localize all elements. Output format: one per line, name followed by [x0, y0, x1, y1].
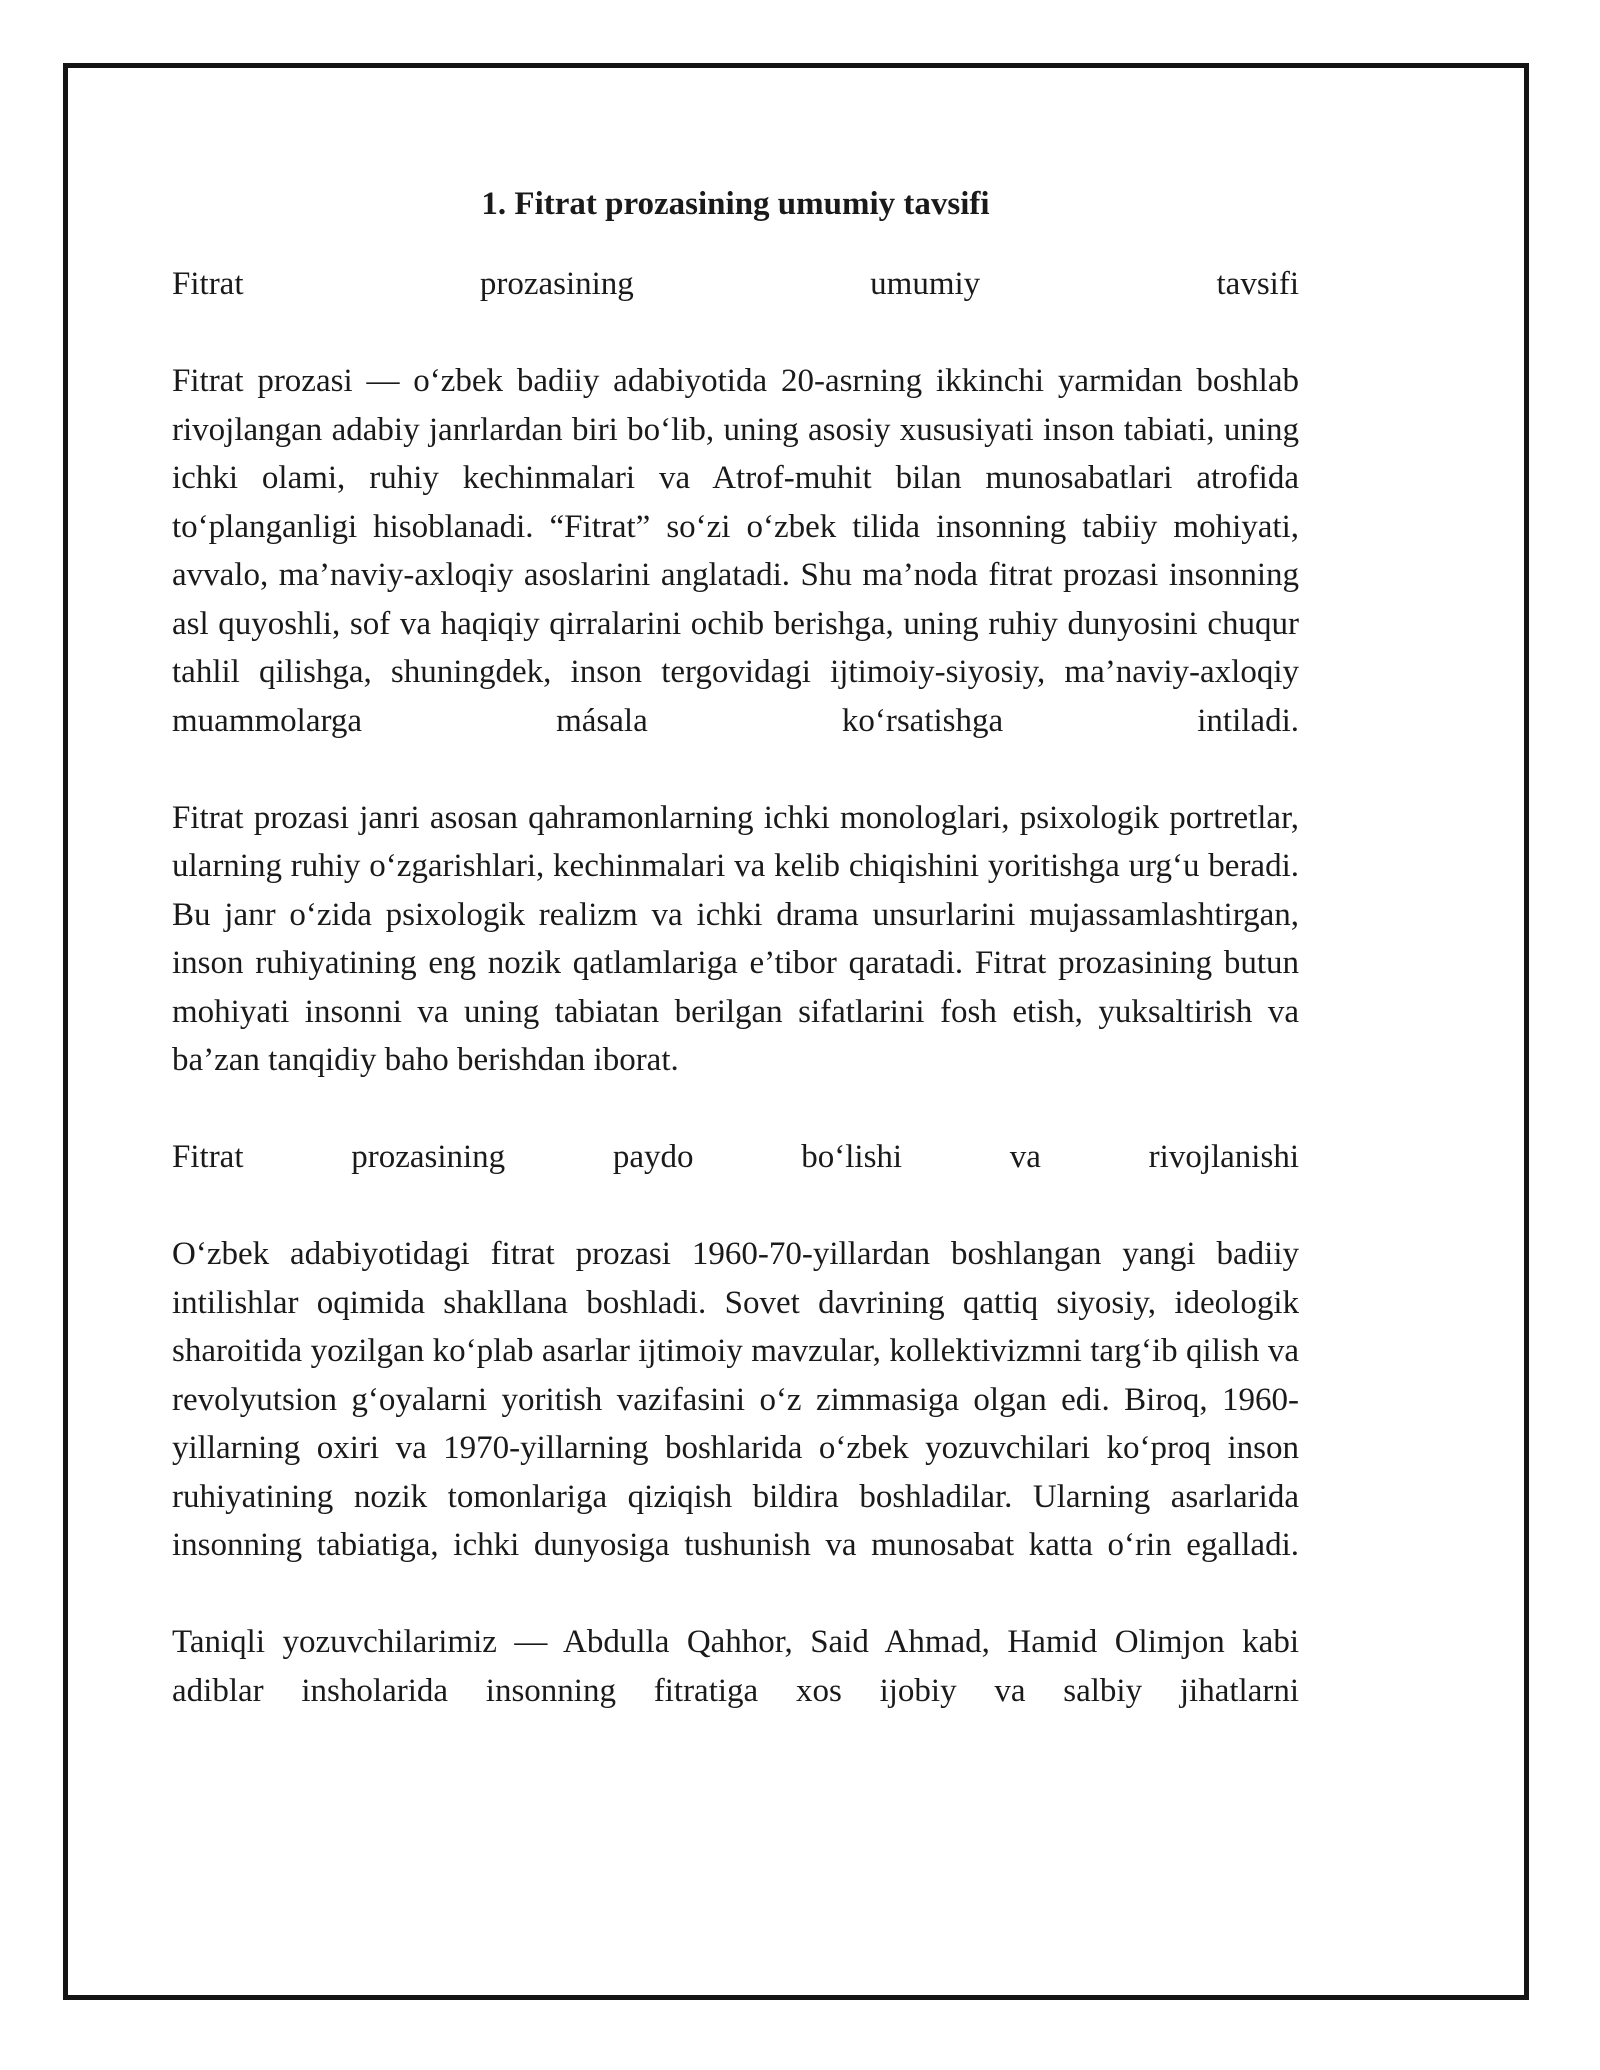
subheading-general-description: Fitrat prozasining umumiy tavsifi — [172, 266, 1299, 302]
subheading-origin-development: Fitrat prozasining paydo bo‘lishi va rivojlanishi — [172, 1139, 1299, 1175]
paragraph-4: Taniqli yozuvchilarimiz — Abdulla Qahhor, Said Ahmad, Hamid Olimjon kabi adiblar insholarida insonning fitratiga xos ijobiy va salbiy jihatlarni — [172, 1624, 1299, 1709]
paragraph-1: Fitrat prozasi — o‘zbek badiiy adabiyotida 20-asrning ikkinchi yarmidan boshlab rivojlangan adabiy janrlardan biri bo‘lib, uning asosiy xususiyati inson tabiati, uning ichki olami, ruhiy kechinmalari va Atrof-muhit bilan munosabatlari atrofida to‘planganligi hisoblanadi. “Fitrat” so‘zi o‘zbek tilida insonning tabiiy mohiyati, avvalo, ma’naviy-axloqiy asoslarini anglatadi. Shu ma’noda fitrat prozasi insonning asl quyoshli, sof va haqiqiy qirralarini ochib berishga, uning ruhiy dunyosini chuqur tahlil qilishga, shuningdek, inson tergovidagi ijtimoiy-siyosiy, ma’naviy-axloqiy muammolarga másala ko‘rsatishga intiladi. — [172, 363, 1299, 739]
document-body — [172, 180, 1299, 1715]
paragraph-3: O‘zbek adabiyotidagi fitrat prozasi 1960-70-yillardan boshlangan yangi badiiy intilishlar oqimida shakllana boshladi. Sovet davrining qattiq siyosiy, ideologik sharoitida yozilgan ko‘plab asarlar ijtimoiy mavzular, kollektivizmni targ‘ib qilish va revolyutsion g‘oyalarni yoritish vazifasini o‘z zimmasiga olgan edi. Biroq, 1960-yillarning oxiri va 1970-yillarning boshlarida o‘zbek yozuvchilari ko‘proq inson ruhiyatining nozik tomonlariga qiziqish bildira boshladilar. Ularning asarlarida insonning tabiatiga, ichki dunyosiga tushunish va munosabat katta o‘rin egalladi. — [172, 1236, 1299, 1563]
paragraph-2: Fitrat prozasi janri asosan qahramonlarning ichki monologlari, psixologik portretlar, ularning ruhiy o‘zgarishlari, kechinmalari va kelib chiqishini yoritishga urg‘u beradi. Bu janr o‘zida psixologik realizm va ichki drama unsurlarini mujassamlashtirgan, inson ruhiyatining eng nozik qatlamlariga e’tibor qaratadi. Fitrat prozasining butun mohiyati insonni va uning tabiatan berilgan sifatlarini fosh etish, yuksaltirish va ba’zan tanqidiy baho berishdan iborat. — [172, 799, 1299, 1078]
document-title: 1. Fitrat prozasining umumiy tavsifi — [481, 186, 990, 222]
